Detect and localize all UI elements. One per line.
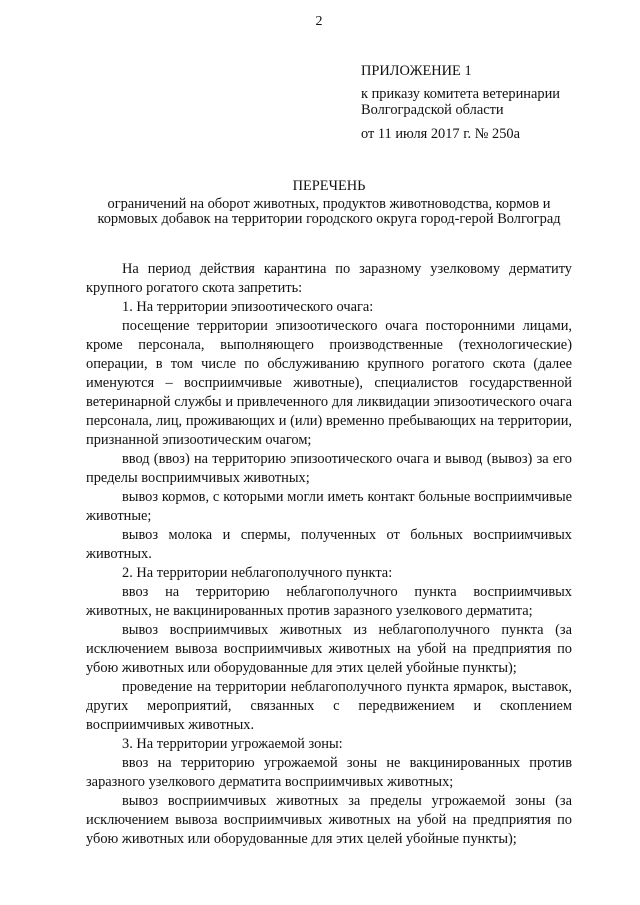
list-item: ввоз на территорию угрожаемой зоны не вакцинированных против заразного узелкового дерматита восприимчивых животных; (86, 755, 572, 790)
appendix-order-line: к приказу комитета ветеринарии (361, 86, 560, 102)
appendix-date: от 11 июля 2017 г. № 250а (361, 126, 520, 142)
appendix-region-line: Волгоградской области (361, 102, 504, 118)
document-body (86, 260, 572, 849)
list-item: вывоз восприимчивых животных за пределы угрожаемой зоны (за исключением вывоза восприимчивых животных на убой на предприятия по убою животных или оборудованные для этих целей убойные пункты); (86, 793, 572, 847)
list-item: вывоз кормов, с которыми могли иметь контакт больные восприимчивые животные; (86, 489, 572, 524)
list-item: ввоз на территорию неблагополучного пункта восприимчивых животных, не вакцинированных против заразного узелкового дерматита; (86, 584, 572, 619)
section-heading: 2. На территории неблагополучного пункта: (122, 565, 393, 581)
appendix-title: ПРИЛОЖЕНИЕ 1 (361, 63, 472, 79)
section-heading: 3. На территории угрожаемой зоны: (122, 736, 343, 752)
list-item: посещение территории эпизоотического очага посторонними лицами, кроме персонала, выполняющего производственные (технологические) операции, в том числе по обслуживанию крупного рогатого скота (далее именуются – восприимчивые животные), специалистов государственной ветеринарной службы и привлеченного для ликвидации эпизоотического очага персонала, лиц, проживающих и (или) временно пребывающих на территории, признанной эпизоотическим очагом; (86, 318, 572, 448)
intro-paragraph: На период действия карантина по заразному узелковому дерматиту крупного рогатого скота запретить: (86, 261, 572, 296)
list-item: проведение на территории неблагополучного пункта ярмарок, выставок, других мероприятий, связанных с передвижением и скоплением восприимчивых животных. (86, 679, 572, 733)
list-item: ввод (ввоз) на территорию эпизоотического очага и вывод (вывоз) за его пределы восприимчивых животных; (86, 451, 572, 486)
page-number: 2 (315, 14, 323, 29)
list-item: вывоз молока и спермы, полученных от больных восприимчивых животных. (86, 527, 572, 562)
document-subtitle: ограничений на оборот животных, продуктов животноводства, кормов и кормовых добавок на территории городского округа город-герой Волгоград (97, 196, 561, 227)
list-item: вывоз восприимчивых животных из неблагополучного пункта (за исключением вывоза восприимчивых животных на убой на предприятия по убою животных или оборудованные для этих целей убойные пункты); (86, 622, 572, 676)
document-title: ПЕРЕЧЕНЬ (292, 178, 366, 194)
section-heading: 1. На территории эпизоотического очага: (122, 299, 374, 315)
